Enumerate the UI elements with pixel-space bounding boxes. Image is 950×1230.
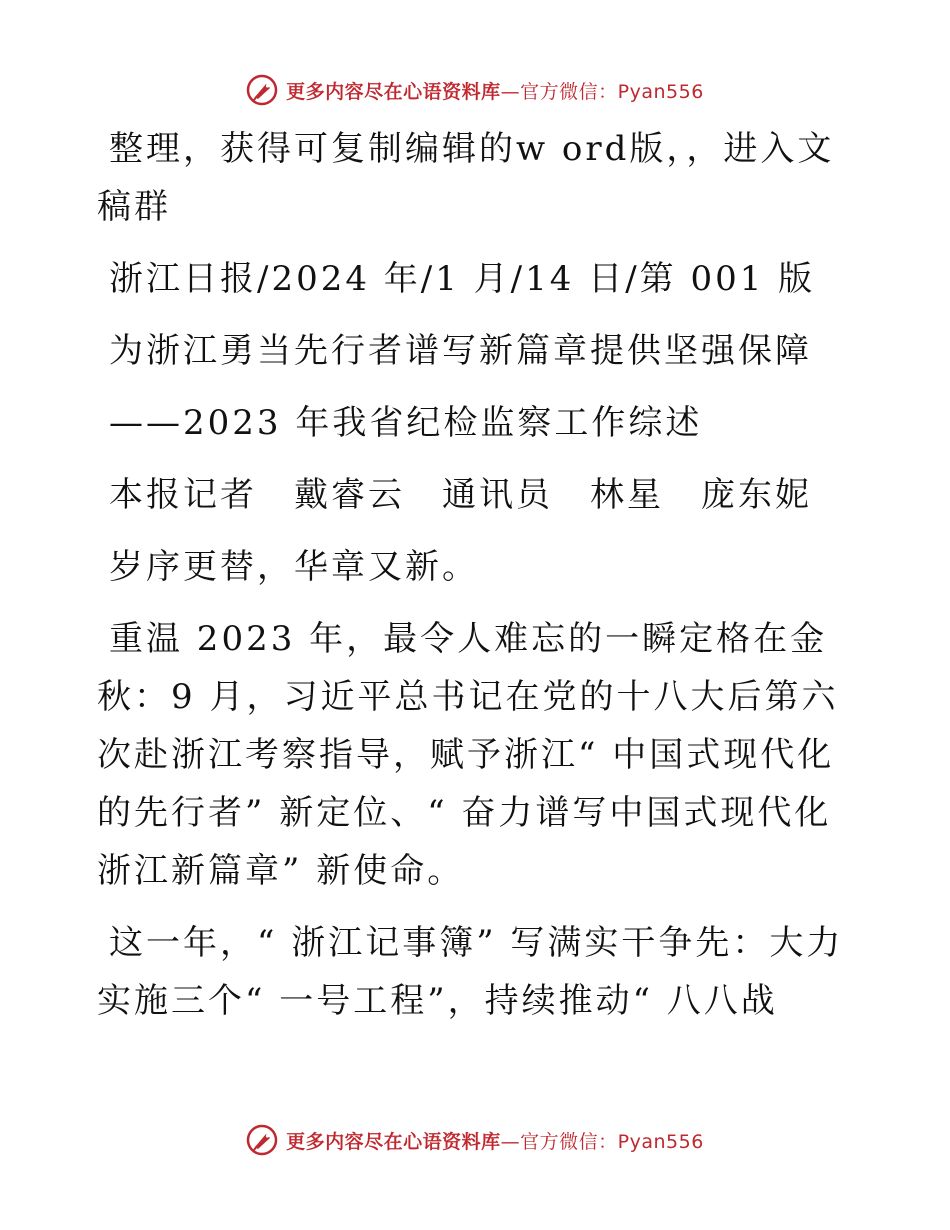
pen-nib-logo-icon	[246, 1124, 278, 1156]
watermark-site-text: 更多内容尽在心语资料库	[286, 80, 501, 103]
body-paragraph: 岁序更替，华章又新。	[109, 547, 479, 587]
watermark-wechat-text: —官方微信：Pyan556	[500, 80, 704, 103]
pen-nib-logo-icon	[246, 74, 278, 106]
article-subtitle: ——2023 年我省纪检监察工作综述	[109, 403, 703, 443]
article-title: 为浙江勇当先行者谱写新篇章提供坚强保障	[109, 331, 812, 371]
watermark-text	[286, 77, 704, 104]
watermark-text	[286, 1127, 704, 1154]
byline: 本报记者 戴睿云 通讯员 林星 庞东妮	[109, 475, 812, 515]
body-paragraph: 这一年，“ 浙江记事簿” 写满实干争先：大力实施三个“ 一号工程”，持续推动“ 八八战	[97, 923, 844, 1021]
intro-note: 整理，获得可复制编辑的w ord版，，进入文稿群	[97, 129, 835, 227]
watermark-site-text: 更多内容尽在心语资料库	[286, 1130, 501, 1153]
footer-watermark	[0, 1120, 950, 1160]
source-line: 浙江日报/2024 年/1 月/14 日/第 001 版	[109, 259, 816, 299]
document-body	[97, 120, 857, 1044]
body-paragraph: 重温 2023 年，最令人难忘的一瞬定格在金秋：9 月，习近平总书记在党的十八大后第六次赴浙江考察指导，赋予浙江“ 中国式现代化的先行者” 新定位、“ 奋力谱写中国式现代化浙江新篇章” 新使命。	[97, 619, 839, 891]
header-watermark	[0, 70, 950, 110]
watermark-wechat-text: —官方微信：Pyan556	[500, 1130, 704, 1153]
